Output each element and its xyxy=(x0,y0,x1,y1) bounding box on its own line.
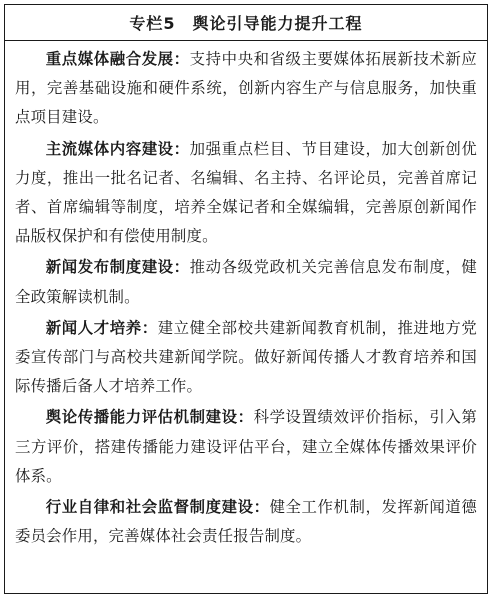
paragraph-heading: 舆论传播能力评估机制建设： xyxy=(45,408,254,427)
paragraph-media-integration xyxy=(15,45,477,133)
paragraph-self-discipline xyxy=(15,493,477,551)
paragraph-heading: 重点媒体融合发展： xyxy=(45,50,190,68)
paragraph-text: 科学设置绩效评价指标，引入第三方评价，搭建传播能力建设评估平台，建立全媒体传播效果评价体系。 xyxy=(15,408,477,485)
paragraph-press-release xyxy=(15,253,477,311)
paragraph-text: 推动各级党政机关完善信息发布制度，健全政策解读机制。 xyxy=(15,258,477,306)
paragraph-heading: 新闻人才培养： xyxy=(45,318,158,337)
paragraph-heading: 行业自律和社会监督制度建设： xyxy=(45,498,270,517)
paragraph-text: 加强重点栏目、节目建设，加大创新创优力度，推出一批名记者、名编辑、名主持、名评论员，完善首席记者、首席编辑等制度，培养全媒记者和全媒编辑，完善原创新闻作品版权保护和有偿使用制度。 xyxy=(15,139,477,246)
column-title: 专栏5 舆论引导能力提升工程 xyxy=(129,14,363,33)
paragraph-text: 支持中央和省级主要媒体拓展新技术新应用，完善基础设施和硬件系统，创新内容生产与信息服务，加快重点项目建设。 xyxy=(15,50,477,127)
paragraph-text: 建立健全部校共建新闻教育机制，推进地方党委宣传部门与高校共建新闻学院。做好新闻传播人才教育培养和国际传播后备人才培养工作。 xyxy=(15,318,477,396)
column-box xyxy=(4,4,488,594)
title-divider xyxy=(5,40,487,41)
paragraph-content-building xyxy=(15,135,477,252)
paragraph-evaluation xyxy=(15,403,477,491)
paragraph-heading: 主流媒体内容建设： xyxy=(45,139,190,158)
column-body xyxy=(15,45,477,585)
paragraph-talent-training xyxy=(15,314,477,402)
paragraph-text: 健全工作机制，发挥新闻道德委员会作用，完善媒体社会责任报告制度。 xyxy=(15,498,477,546)
paragraph-heading: 新闻发布制度建设： xyxy=(45,258,190,277)
